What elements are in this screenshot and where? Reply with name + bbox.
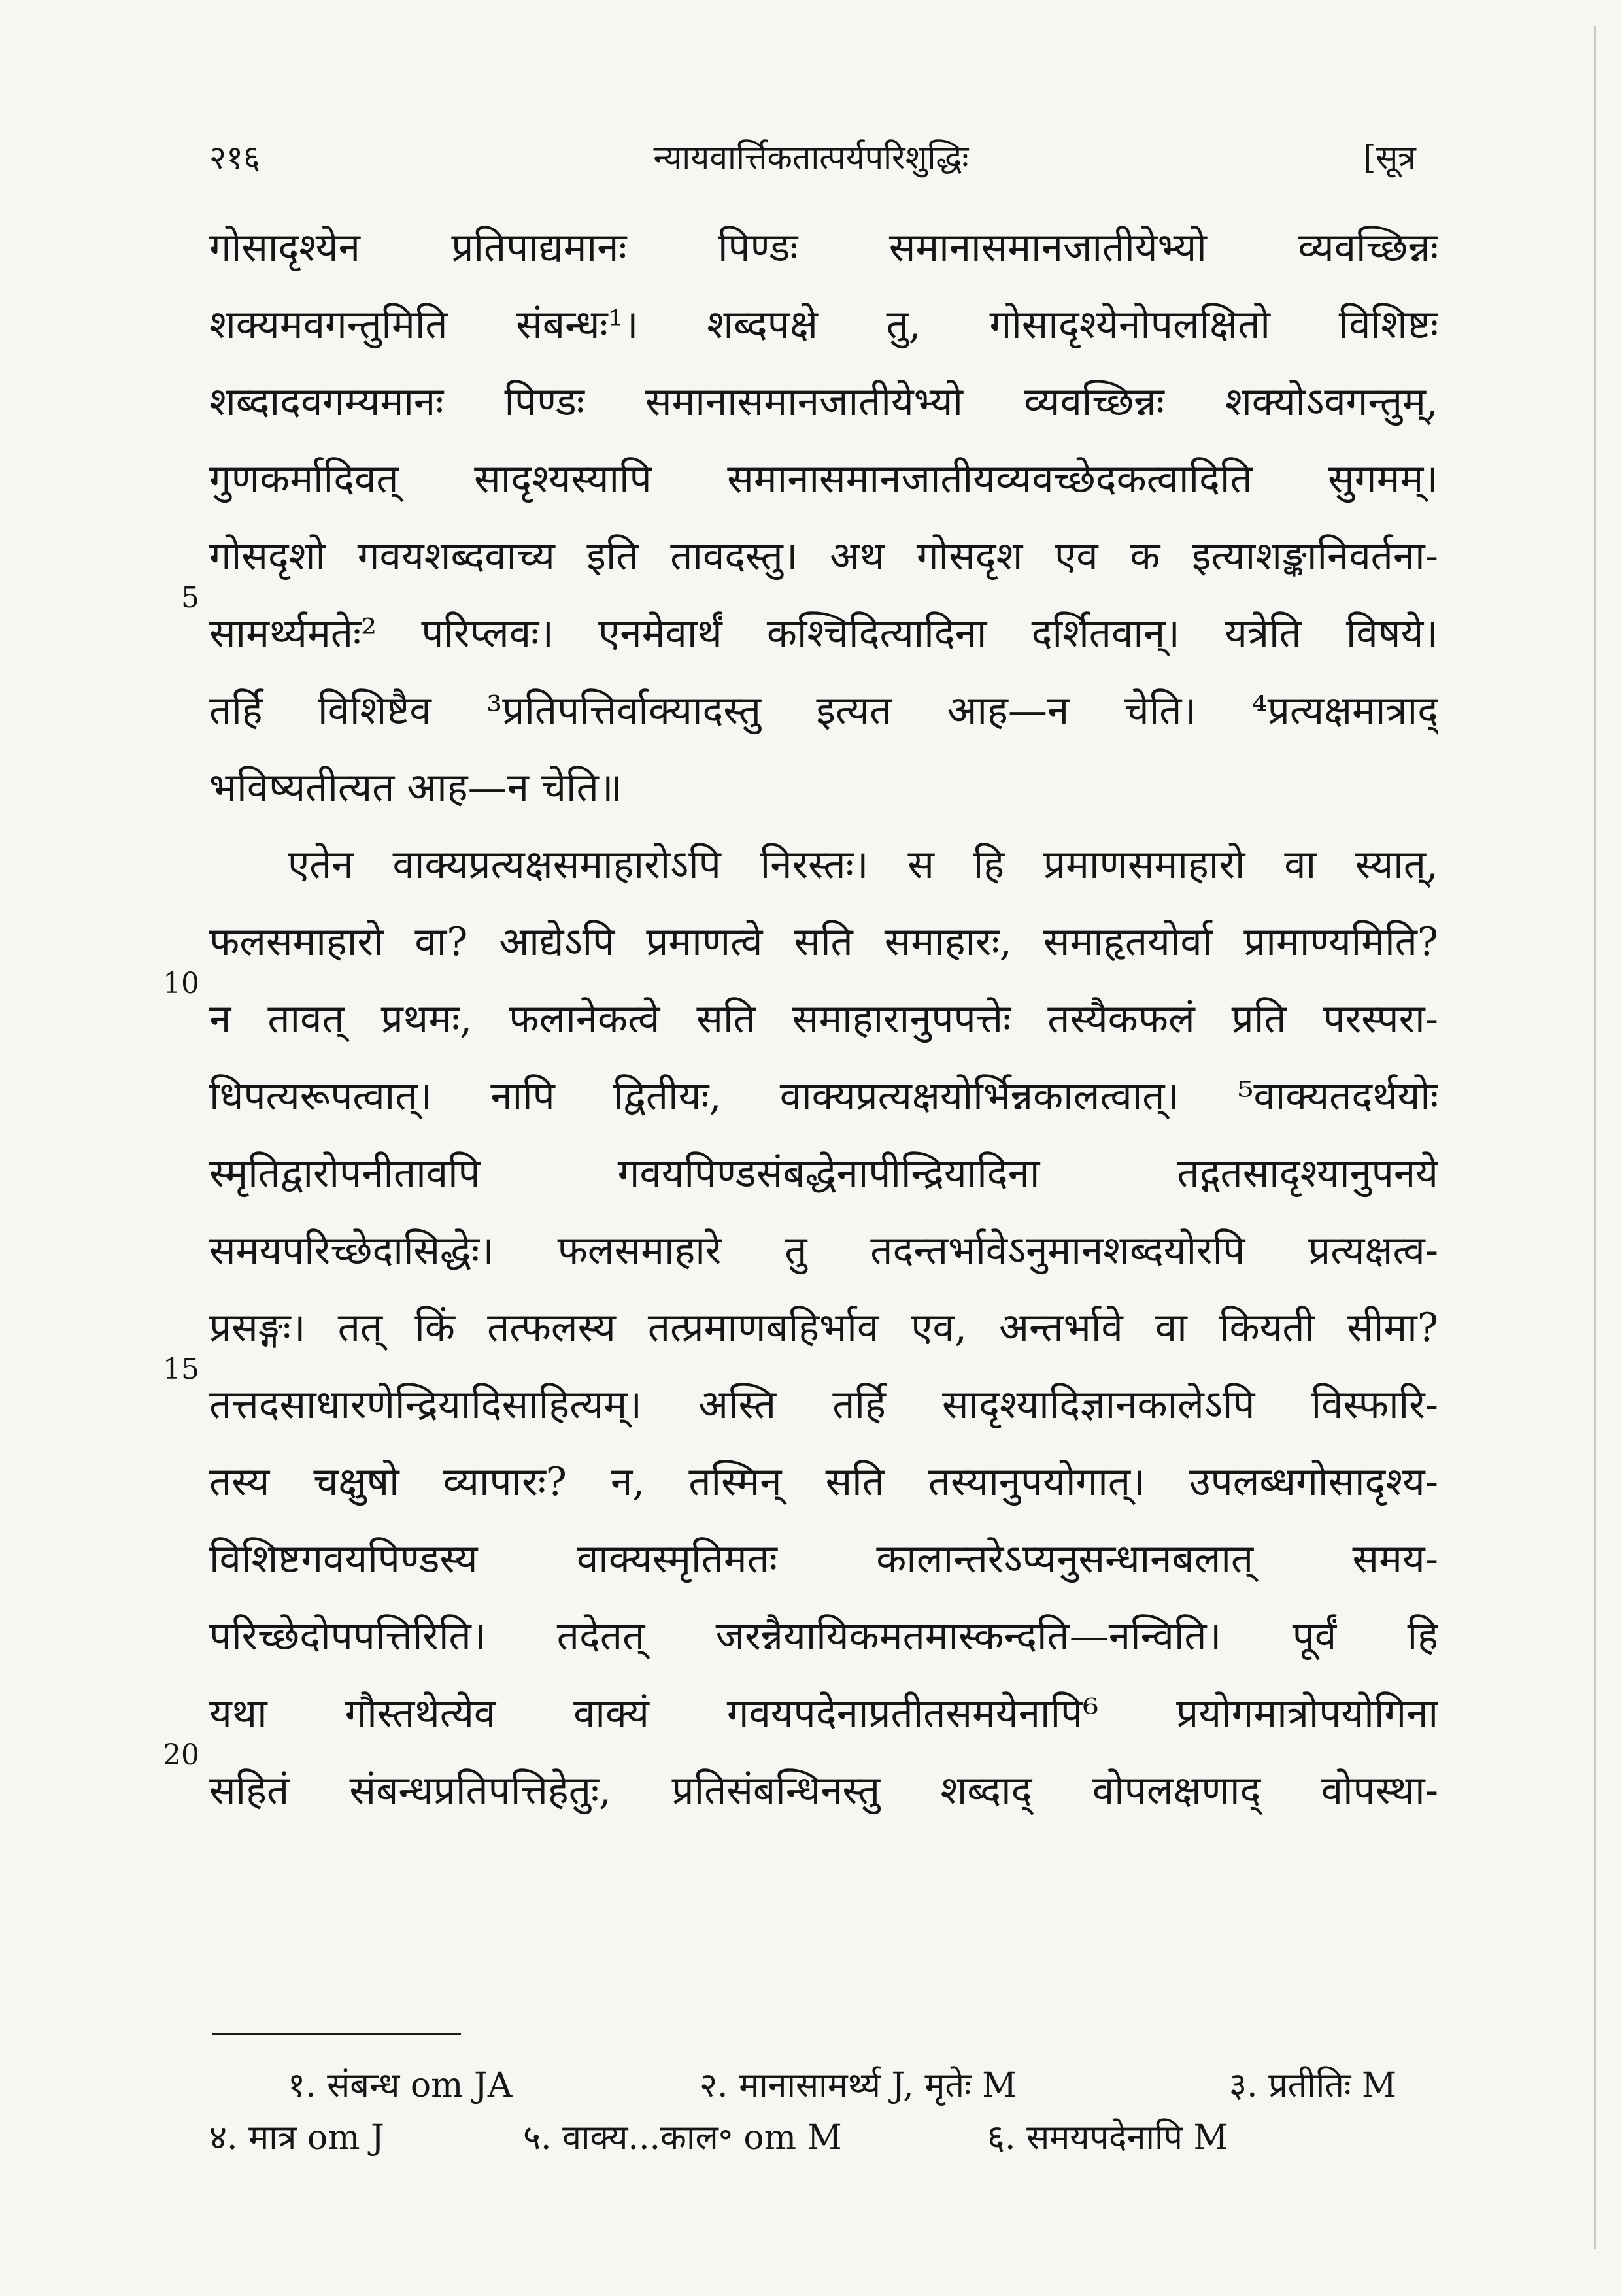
scan-edge: [1594, 26, 1596, 2249]
text-line: गुणकर्मादिवत् सादृश्यस्यापि समानासमानजातीयव्यवच्छेदकत्वादिति सुगमम्।: [209, 456, 1438, 502]
footnote-6: ६. समयपदेनापि M: [987, 2118, 1228, 2157]
text-line: सामर्थ्यमतेः² परिप्लवः। एनमेवार्थं कश्चिदित्यादिना दर्शितवान्। यत्रेति विषये।: [209, 611, 1438, 656]
text-line: भविष्यतीत्यत आह—न चेति॥: [209, 765, 622, 811]
text-line: फलसमाहारो वा? आद्येऽपि प्रमाणत्वे सति समाहारः, समाहृतयोर्वा प्रामाण्यमिति?: [209, 919, 1438, 965]
text-line: न तावत् प्रथमः, फलानेकत्वे सति समाहारानुपपत्तेः तस्यैकफलं प्रति परस्परा-: [209, 996, 1438, 1042]
footnote-4: ४. मात्र om J: [209, 2118, 384, 2157]
text-line: गोसादृश्येन प्रतिपाद्यमानः पिण्डः समानासमानजातीयेभ्यो व्यवच्छिन्नः: [209, 225, 1438, 271]
running-title: न्यायवार्त्तिकतात्पर्यपरिशुद्धिः: [653, 139, 969, 177]
text-line: धिपत्यरूपत्वात्। नापि द्वितीयः, वाक्यप्रत्यक्षयोर्भिन्नकालत्वात्। ⁵वाक्यतदर्थयोः: [209, 1073, 1438, 1119]
footnote-3: ३. प्रतीतिः M: [1229, 2066, 1397, 2105]
text-line: स्मृतिद्वारोपनीतावपि गवयपिण्डसंबद्धेनापीन्द्रियादिना तद्गतसादृश्यानुपनये: [209, 1151, 1438, 1196]
footnote-1: १. संबन्ध om JA: [288, 2066, 513, 2105]
line-number-5: 5: [181, 581, 199, 615]
line-number-20: 20: [163, 1738, 199, 1772]
text-line: शक्यमवगन्तुमिति संबन्धः¹। शब्दपक्षे तु, गोसादृश्येनोपलक्षितो विशिष्टः: [209, 302, 1438, 348]
footnote-5: ५. वाक्य...काल॰ om M: [523, 2118, 842, 2157]
text-line: सहितं संबन्धप्रतिपत्तिहेतुः, प्रतिसंबन्धिनस्तु शब्दाद् वोपलक्षणाद् वोपस्था-: [209, 1768, 1438, 1814]
footnote-rule: [212, 2033, 461, 2035]
text-line: यथा गौस्तथेत्येव वाक्यं गवयपदेनाप्रतीतसमयेनापि⁶ प्रयोगमात्रोपयोगिना: [209, 1691, 1438, 1736]
text-line: प्रसङ्गः। तत् किं तत्फलस्य तत्प्रमाणबहिर्भाव एव, अन्तर्भावे वा कियती सीमा?: [209, 1305, 1438, 1351]
text-line: विशिष्टगवयपिण्डस्य वाक्यस्मृतिमतः कालान्तरेऽप्यनुसन्धानबलात् समय-: [209, 1536, 1438, 1582]
text-line: तत्तदसाधारणेन्द्रियादिसाहित्यम्। अस्ति तर्हि सादृश्यादिज्ञानकालेऽपि विस्फारि-: [209, 1382, 1438, 1428]
section-label: [सूत्र: [1363, 139, 1416, 177]
text-line: गोसदृशो गवयशब्दवाच्य इति तावदस्तु। अथ गोसदृश एव क इत्याशङ्कानिवर्तना-: [209, 533, 1438, 579]
text-line: शब्दादवगम्यमानः पिण्डः समानासमानजातीयेभ्यो व्यवच्छिन्नः शक्योऽवगन्तुम्,: [209, 379, 1438, 425]
footnote-2: २. मानासामर्थ्य J, मृतेः M: [700, 2066, 1017, 2105]
line-number-15: 15: [163, 1353, 199, 1386]
text-line: तस्य चक्षुषो व्यापारः? न, तस्मिन् सति तस्यानुपयोगात्। उपलब्धगोसादृश्य-: [209, 1459, 1438, 1505]
running-header: [0, 134, 1622, 186]
text-line: तर्हि विशिष्टैव ³प्रतिपत्तिर्वाक्यादस्तु इत्यत आह—न चेति। ⁴प्रत्यक्षमात्राद्: [209, 688, 1438, 734]
text-line: परिच्छेदोपपत्तिरिति। तदेतत् जरन्नैयायिकमतमास्कन्दति—नन्विति। पूर्वं हि: [209, 1613, 1438, 1659]
main-text: [209, 209, 1438, 1829]
text-line: समयपरिच्छेदासिद्धेः। फलसमाहारे तु तदन्तर्भावेऽनुमानशब्दयोरपि प्रत्यक्षत्व-: [209, 1228, 1438, 1274]
line-number-10: 10: [163, 967, 199, 1000]
paragraph-start-line: एतेन वाक्यप्रत्यक्षसमाहारोऽपि निरस्तः। स हि प्रमाणसमाहारो वा स्यात्,: [288, 842, 1438, 888]
page-number: २१६: [209, 139, 260, 177]
